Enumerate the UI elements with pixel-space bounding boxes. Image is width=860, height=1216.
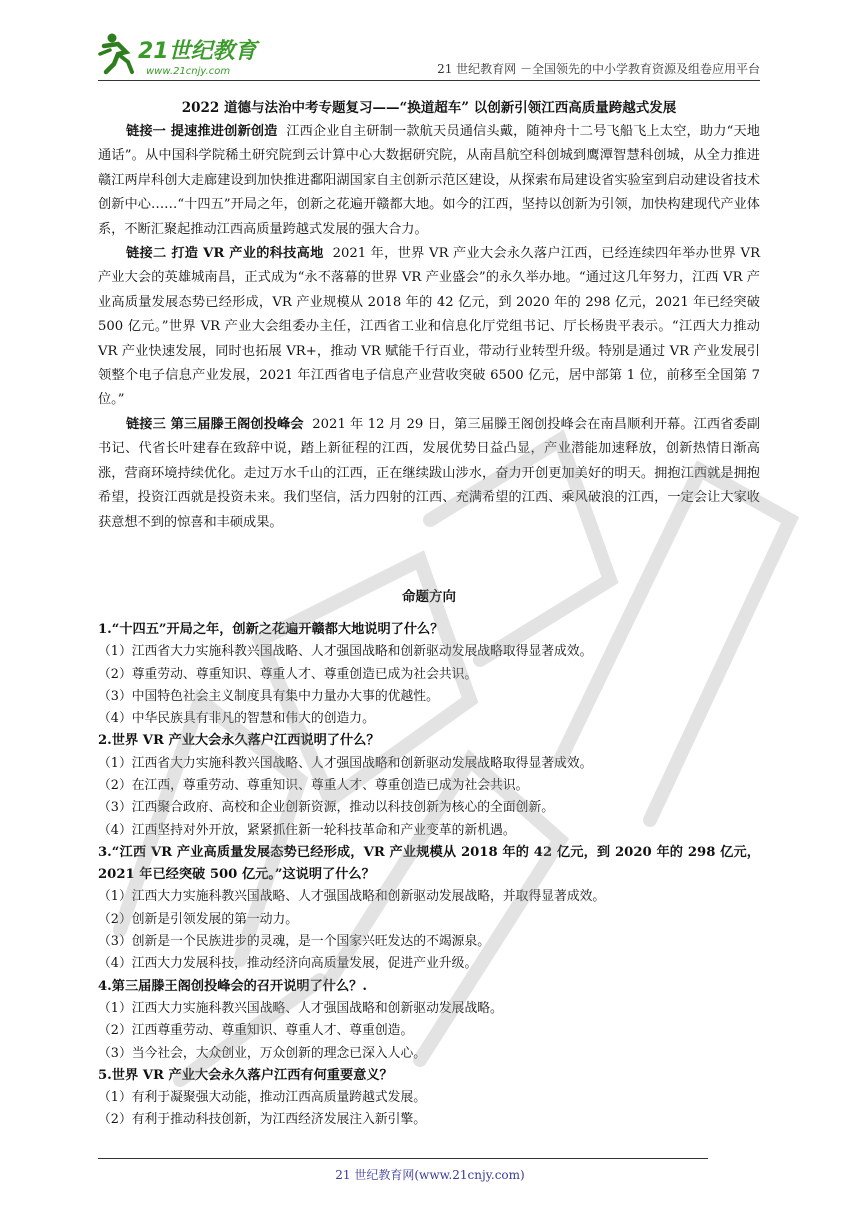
svg-text:21世纪教育: 21世纪教育 <box>138 39 257 64</box>
link-paragraph-2 <box>98 242 760 413</box>
answer-item: （1）江西大力实施科教兴国战略、人才强国战略和创新驱动发展战略。 <box>98 1000 503 1016</box>
answer-item: （1）有利于凝聚强大动能，推动江西高质量跨越式发展。 <box>98 1090 427 1106</box>
answer-item: （2）创新是引领发展的第一动力。 <box>98 911 299 927</box>
link-heading: 链接一 提速推进创新创造 <box>126 124 278 139</box>
header-divider <box>98 80 760 81</box>
link-body: 2021 年，世界 VR 产业大会永久落户江西，已经连续四年举办世界 VR 产业大会的英雄城南昌，正式成为“永不落幕的世界 VR 产业盛会”的永久举办地。“通过这几年努力，江西 VR 产业高质量发展态势已经形成，VR 产业规模从 2018 年的 42 亿元，到 2020 年的 298 亿元，2021 年已经突破 500 亿元。”世界 VR 产业大会组委办主任，江西省工业和信息化厅党组书记、厅长杨贵平表示。“江西大力推动 VR 产业快速发展，同时也拓展 VR+，推动 VR 赋能千行百业，带动行业转型升级。特别是通过 VR 产业发展引领整个电子信息产业发展，2021 年江西省电子信息产业营收突破 6500 亿元，居中部第 1 位，前移至全国第 7 位。” <box>98 246 761 408</box>
question-block-2 <box>98 730 760 841</box>
question-block-4 <box>98 976 760 1065</box>
link-paragraph-1 <box>98 120 760 242</box>
answer-item: （1）江西省大力实施科教兴国战略、人才强国战略和创新驱动发展战略取得显著成效。 <box>98 755 593 771</box>
question-text: 5.世界 VR 产业大会永久落户江西有何重要意义？ <box>98 1067 393 1083</box>
link-heading: 链接二 打造 VR 产业的科技高地 <box>126 246 324 262</box>
answer-item: （3）创新是一个民族进步的灵魂，是一个国家兴旺发达的不竭源泉。 <box>98 934 491 950</box>
answer-item: （2）有利于推动科技创新，为江西经济发展注入新引擎。 <box>98 1112 427 1128</box>
header-tagline: 21 世纪教育网 －全国领先的中小学教育资源及组卷应用平台 <box>437 62 760 76</box>
answer-item: （1）江西大力实施科教兴国战略、人才强国战略和创新驱动发展战略，并取得显著成效。 <box>98 889 606 905</box>
svg-text:www.21cnjy.com: www.21cnjy.com <box>146 66 231 77</box>
question-block-1 <box>98 619 760 730</box>
answer-item: （2）尊重劳动、尊重知识、尊重人才、尊重创造已成为社会共识。 <box>98 666 478 682</box>
site-logo <box>98 30 268 78</box>
answer-item: （4）中华民族具有非凡的智慧和伟大的创造力。 <box>98 711 375 727</box>
document-body <box>98 96 760 1132</box>
section-title: 命题方向 <box>402 588 456 605</box>
question-text: 2.世界 VR 产业大会永久落户江西说明了什么？ <box>98 733 380 749</box>
answer-item: （3）中国特色社会主义制度具有集中力量办大事的优越性。 <box>98 688 439 704</box>
question-block-5 <box>98 1065 760 1132</box>
answer-item: （3）江西聚合政府、高校和企业创新资源，推动以科技创新为核心的全面创新。 <box>98 800 555 816</box>
link-heading: 链接三 第三届滕王阁创投峰会 <box>126 416 304 432</box>
question-text: 1.“十四五”开局之年，创新之花遍开赣都大地说明了什么？ <box>98 621 444 637</box>
document-title: 2022 道德与法治中考专题复习——“换道超车” 以创新引领江西高质量跨越式发展 <box>181 100 677 116</box>
question-block-3 <box>98 842 760 976</box>
answer-item: （2）在江西，尊重劳动、尊重知识、尊重人才、尊重创造已成为社会共识。 <box>98 777 529 793</box>
question-text: 3.“江西 VR 产业高质量发展态势已经形成，VR 产业规模从 2018 年的 42 亿元，到 2020 年的 298 亿元，2021 年已经突破 500 亿元。”这说明了什么？ <box>98 844 760 883</box>
answer-item: （2）江西尊重劳动、尊重知识、尊重人才、尊重创造。 <box>98 1023 414 1039</box>
running-figure-icon <box>100 34 132 73</box>
answer-item: （4）江西大力发展科技，推动经济向高质量发展，促进产业升级。 <box>98 956 478 972</box>
page-header <box>98 30 760 80</box>
answer-item: （4）江西坚持对外开放，紧紧抓住新一轮科技革命和产业变革的新机遇。 <box>98 822 516 838</box>
link-body: 2021 年 12 月 29 日，第三届滕王阁创投峰会在南昌顺利开幕。江西省委副书记、代省长叶建春在致辞中说，踏上新征程的江西，发展优势日益凸显，产业潜能加速释放，创新热情日渐高涨，营商环境持续优化。走过万水千山的江西，正在继续跋山涉水，奋力开创更加美好的明天。拥抱江西就是拥抱希望，投资江西就是投资未来。我们坚信，活力四射的江西、充满希望的江西、乘风破浪的江西，一定会让大家收获意想不到的惊喜和丰硕成果。 <box>98 416 760 530</box>
link-paragraph-3 <box>98 413 760 535</box>
question-text: 4.第三届滕王阁创投峰会的召开说明了什么？. <box>98 978 367 994</box>
footer-divider <box>98 1158 708 1159</box>
answer-item: （3）当今社会，大众创业，万众创新的理念已深入人心。 <box>98 1045 427 1061</box>
footer-text[interactable]: 21 世纪教育网(www.21cnjy.com) <box>335 1168 525 1182</box>
link-body: 江西企业自主研制一款航天员通信头戴，随神舟十二号飞船飞上太空，助力“天地通话”。从中国科学院稀土研究院到云计算中心大数据研究院，从南昌航空科创城到鹰潭智慧科创城，从全力推进赣江两岸科创大走廊建设到加快推进鄱阳湖国家自主创新示范区建设，从探索布局建设省实验室到启动建设省技术创新中心……“十四五”开局之年，创新之花遍开赣都大地。如今的江西，坚持以创新为引领，加快构建现代产业体系，不断汇聚起推动江西高质量跨越式发展的强大合力。 <box>98 124 760 237</box>
answer-item: （1）江西省大力实施科教兴国战略、人才强国战略和创新驱动发展战略取得显著成效。 <box>98 644 593 660</box>
